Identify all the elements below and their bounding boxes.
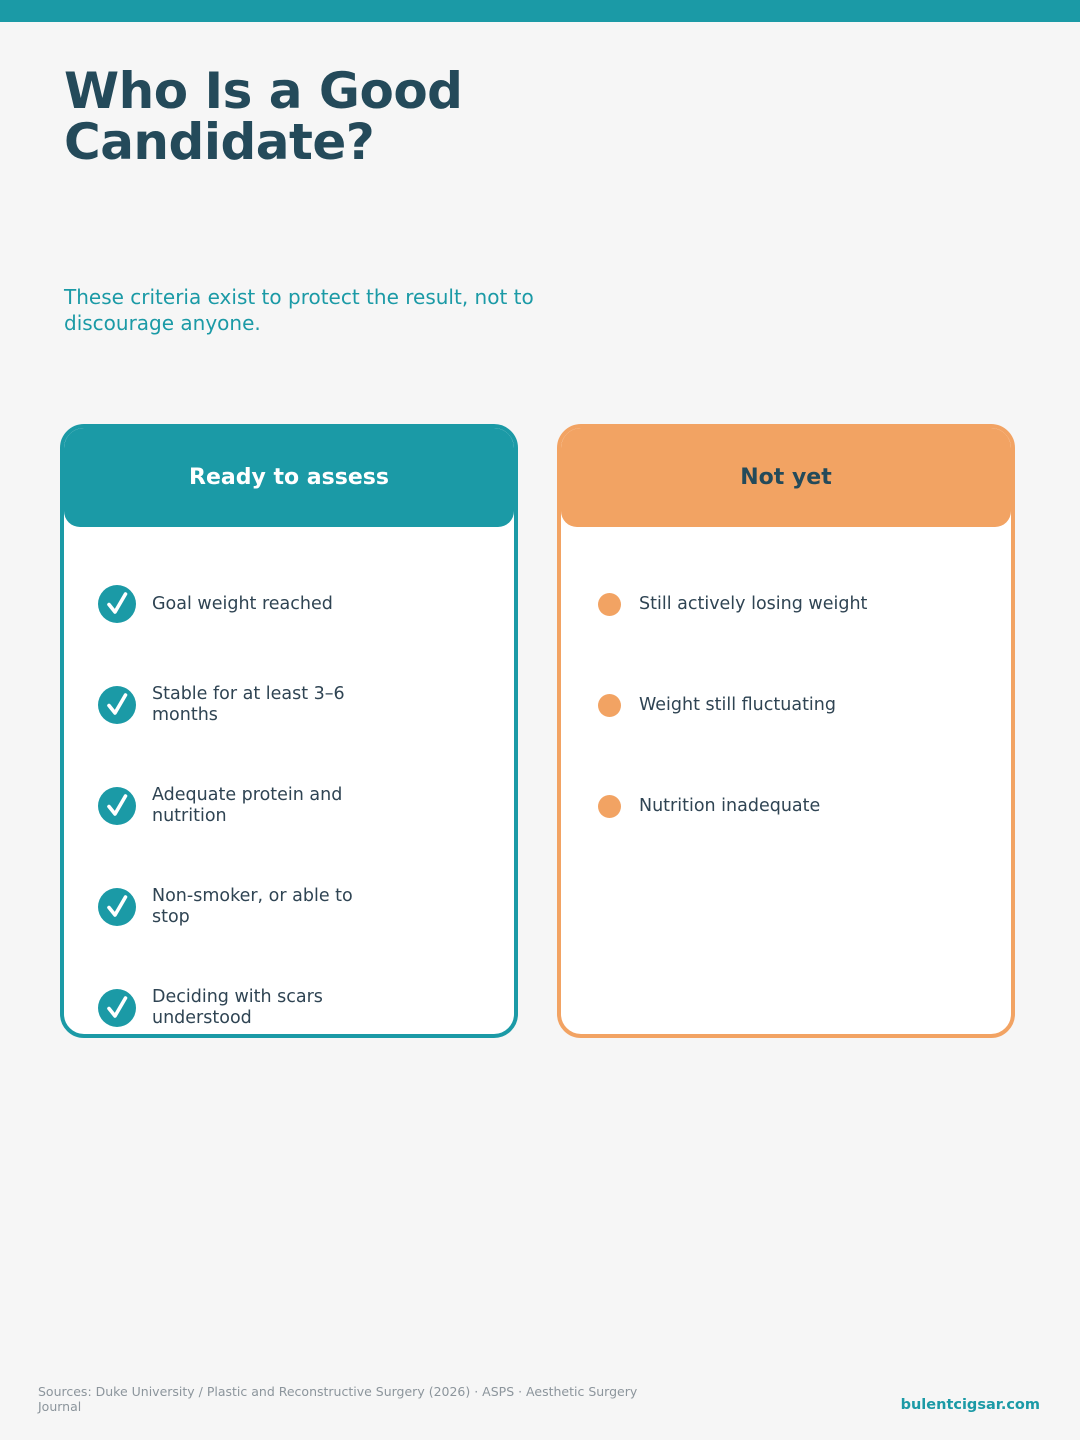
not-yet-card-heading: Not yet [740,465,832,490]
not-yet-card [557,424,1015,1038]
ready-list-item [98,986,478,1030]
top-accent-bar [0,0,1080,22]
orange-dot-icon [598,593,621,616]
page-subtitle: These criteria exist to protect the result, not to discourage anyone. [64,285,534,335]
not-yet-card-header [561,428,1011,527]
ready-item-label: Stable for at least 3–6 months [152,684,345,725]
ready-list-item [98,885,478,929]
check-circle-icon [98,787,136,825]
footer-sources: Sources: Duke University / Plastic and Reconstructive Surgery (2026) · ASPS · Aesthetic Surgery Journal [38,1384,638,1414]
page-title: Who Is a Good Candidate? [64,62,463,171]
not-yet-item-label: Nutrition inadequate [639,795,821,816]
check-circle-icon [98,989,136,1027]
ready-item-label: Adequate protein and nutrition [152,785,343,826]
ready-item-label: Goal weight reached [152,593,333,614]
ready-card-heading: Ready to assess [189,465,389,490]
check-circle-icon [98,686,136,724]
ready-list-item [98,683,478,727]
ready-list-item [98,582,478,626]
not-yet-list-item [595,784,975,828]
orange-dot-icon [598,694,621,717]
orange-dot-icon [598,795,621,818]
not-yet-item-label: Weight still fluctuating [639,694,836,715]
ready-item-label: Deciding with scars understood [152,987,323,1028]
not-yet-list-item [595,582,975,626]
ready-to-assess-card [60,424,518,1038]
ready-list-item [98,784,478,828]
not-yet-item-label: Still actively losing weight [639,593,868,614]
ready-item-label: Non-smoker, or able to stop [152,886,353,927]
check-circle-icon [98,585,136,623]
check-circle-icon [98,888,136,926]
not-yet-list-item [595,683,975,727]
footer-site-link[interactable]: bulentcigsar.com [900,1397,1040,1413]
ready-card-header [64,428,514,527]
